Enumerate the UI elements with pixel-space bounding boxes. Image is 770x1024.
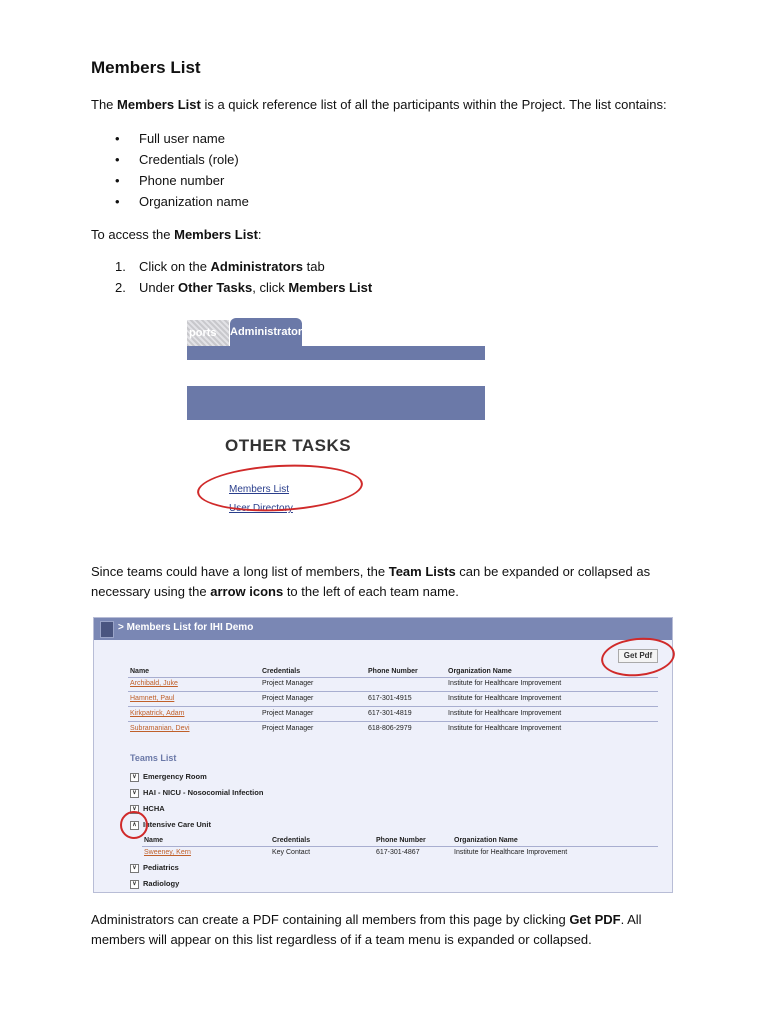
highlight-ellipse (196, 461, 364, 516)
member-name-link[interactable]: Subramanian, Devi (130, 725, 190, 732)
get-pdf-button[interactable]: Get Pdf (618, 649, 658, 663)
row-divider (128, 691, 658, 692)
expand-arrow-icon[interactable]: ∨ (130, 880, 139, 889)
team-item[interactable]: ∧ Intensive Care Unit (130, 820, 211, 830)
administrators-tab-screenshot (187, 316, 485, 522)
member-organization: Institute for Healthcare Improvement (448, 725, 562, 732)
highlight-ellipse (599, 634, 677, 680)
sub-column-header-name: Name (144, 837, 164, 844)
member-organization: Institute for Healthcare Improvement (448, 695, 562, 702)
member-phone: 617-301-4819 (368, 710, 412, 717)
column-header-organization: Organization Name (448, 668, 512, 675)
sub-column-header-organization: Organization Name (454, 837, 518, 844)
step-2: 2. Under Other Tasks, click Members List (115, 280, 373, 295)
step-1: 1. Click on the Administrators tab (115, 259, 325, 274)
team-item[interactable]: ∨ Radiology (130, 879, 179, 889)
other-tasks-heading: OTHER TASKS (225, 436, 352, 455)
sub-column-header-credentials: Credentials (272, 837, 311, 844)
members-list-screenshot (93, 617, 673, 893)
member-name-link[interactable]: Archibald, Juke (130, 680, 178, 687)
list-item: • Phone number (115, 173, 225, 188)
member-name-link[interactable]: Sweeney, Kern (144, 849, 191, 856)
tab-administrators[interactable]: Administrators (230, 318, 302, 346)
access-paragraph: To access the Members List: (91, 227, 262, 242)
list-item: • Credentials (role) (115, 152, 239, 167)
member-name-link[interactable]: Kirkpatrick, Adam (130, 710, 185, 717)
list-item: • Full user name (115, 131, 225, 146)
sub-nav-bar (187, 386, 485, 420)
sub-column-header-phone: Phone Number (376, 837, 426, 844)
get-pdf-paragraph: Administrators can create a PDF containing all members from this page by clicking Get PDF. All members will appear on this list regardless of if a team menu is expanded or collapsed. (91, 912, 642, 947)
member-phone: 617-301-4915 (368, 695, 412, 702)
row-divider (128, 706, 658, 707)
member-phone: 617-301-4867 (376, 849, 420, 856)
member-organization: Institute for Healthcare Improvement (448, 680, 562, 687)
expand-arrow-icon[interactable]: ∨ (130, 773, 139, 782)
user-directory-link[interactable]: User Directory (229, 503, 293, 514)
member-credentials: Project Manager (262, 695, 314, 702)
row-divider (128, 721, 658, 722)
teams-list-heading: Teams List (130, 753, 177, 763)
team-item[interactable]: ∨ HCHA (130, 804, 165, 814)
page-title: Members List (91, 58, 201, 77)
header-divider (128, 677, 658, 678)
expand-arrow-icon[interactable]: ∨ (130, 864, 139, 873)
highlight-ellipse (120, 811, 148, 839)
member-credentials: Project Manager (262, 725, 314, 732)
panel-title: > Members List for IHI Demo (118, 622, 254, 633)
member-credentials: Project Manager (262, 710, 314, 717)
intro-paragraph: The Members List is a quick reference list of all the participants within the Project. The list contains: (91, 97, 667, 112)
team-item[interactable]: ∨ Emergency Room (130, 772, 207, 782)
nav-bar (187, 346, 485, 360)
member-credentials: Key Contact (272, 849, 311, 856)
member-organization: Institute for Healthcare Improvement (454, 849, 568, 856)
panel-icon (100, 621, 114, 638)
column-header-phone: Phone Number (368, 668, 418, 675)
column-header-name: Name (130, 668, 150, 675)
collapse-arrow-icon[interactable]: ∧ (130, 821, 139, 830)
team-item[interactable]: ∨ HAI - NICU - Nosocomial Infection (130, 788, 263, 798)
sub-header-divider (142, 846, 658, 847)
member-phone: 618-806-2979 (368, 725, 412, 732)
expand-arrow-icon[interactable]: ∨ (130, 805, 139, 814)
member-organization: Institute for Healthcare Improvement (448, 710, 562, 717)
tab-reports[interactable]: ports (187, 320, 229, 346)
list-item: • Organization name (115, 194, 249, 209)
members-list-link[interactable]: Members List (229, 484, 290, 495)
team-item[interactable]: ∨ Pediatrics (130, 863, 179, 873)
member-name-link[interactable]: Hamnett, Paul (130, 695, 175, 702)
column-header-credentials: Credentials (262, 668, 301, 675)
member-credentials: Project Manager (262, 680, 314, 687)
expand-arrow-icon[interactable]: ∨ (130, 789, 139, 798)
teams-paragraph: Since teams could have a long list of members, the Team Lists can be expanded or collapsed as necessary using the arrow icons to the left of each team name. (91, 564, 651, 599)
